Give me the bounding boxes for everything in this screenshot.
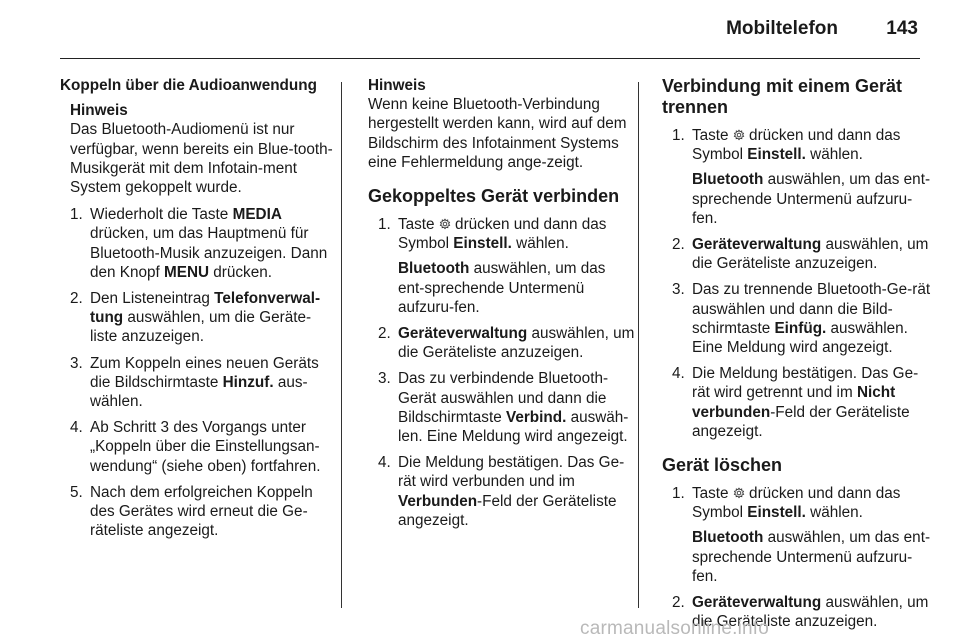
watermark: carmanualsonline.info [580, 618, 770, 639]
header-rule [60, 58, 920, 59]
column-divider [341, 82, 342, 608]
step-list [368, 215, 636, 530]
gear-icon [439, 218, 451, 230]
list-item: 1. Taste drücken und dann das Symbol Einstell. wählen. Bluetooth auswählen, um das ent-sprechende Untermenü aufzuru-fen. [672, 485, 931, 585]
list-item: 2. Geräteverwaltung auswählen, um die Geräteliste anzuzeigen. [672, 594, 929, 631]
page-title: Mobiltelefon [726, 18, 838, 39]
step-list [70, 205, 336, 540]
gear-icon [733, 487, 745, 499]
list-item: 3. Das zu trennende Bluetooth-Ge-rät auswählen und dann die Bild-schirmtaste Einfüg. auswählen. Eine Meldung wird angezeigt. [672, 281, 931, 357]
note-text: Das Bluetooth-Audiomenü ist nur verfügbar, wenn bereits ein Blue-tooth-Musikgerät mit dem Infotain-ment System gekoppelt wurde. [70, 121, 333, 197]
list-item: 2. Geräteverwaltung auswählen, um die Geräteliste anzuzeigen. [672, 236, 929, 273]
list-item: 5. Nach dem erfolgreichen Koppeln des Gerätes wird erneut die Ge-räteliste angezeigt. [70, 483, 313, 540]
list-item: 1. Wiederholt die Taste MEDIA drücken, um das Hauptmenü für Bluetooth-Musik anzuzeigen. Dann den Knopf MENU drücken. [70, 206, 328, 281]
section-title: Koppeln über die Audioanwendung [60, 77, 317, 94]
section-heading: Gekoppeltes Gerät verbinden [368, 186, 620, 207]
list-item: 1. Taste drücken und dann das Symbol Einstell. wählen. Bluetooth auswählen, um das ent-sprechende Untermenü aufzuru-fen. [672, 127, 931, 227]
list-item: 3. Zum Koppeln eines neuen Geräts die Bildschirmtaste Hinzuf. aus-wählen. [70, 354, 319, 411]
list-item: 4. Die Meldung bestätigen. Das Ge-rät wird getrennt und im Nicht verbunden-Feld der Geräteliste angezeigt. [672, 365, 919, 440]
page-number: 143 [886, 18, 918, 39]
page-header [0, 0, 960, 62]
list-item: 1. Taste drücken und dann das Symbol Einstell. wählen. Bluetooth auswählen, um das ent-sprechende Untermenü aufzuru-fen. [378, 216, 607, 316]
note-text: Wenn keine Bluetooth-Verbindung hergestellt werden kann, wird auf dem Bildschirm des Infotainment Systems eine Fehlermeldung ange-zeigt. [368, 96, 627, 171]
column-2 [360, 76, 636, 537]
section-heading: Verbindung mit einem Gerät trennen [662, 76, 903, 117]
gear-icon [733, 129, 745, 141]
list-item: 4. Ab Schritt 3 des Vorgangs unter „Koppeln über die Einstellungsan-wendung“ (siehe oben) fortfahren. [70, 419, 321, 475]
column-divider [638, 82, 639, 608]
note-block [60, 101, 336, 540]
list-item: 2. Den Listeneintrag Telefonverwal-tung auswählen, um die Geräte-liste anzuzeigen. [70, 290, 321, 346]
step-list [662, 484, 932, 631]
column-3 [654, 76, 932, 638]
list-item: 3. Das zu verbindende Bluetooth-Gerät auswählen und dann die Bildschirmtaste Verbind. auswäh-len. Eine Meldung wird angezeigt. [378, 370, 629, 446]
column-1 [60, 76, 336, 547]
step-list [662, 126, 932, 441]
list-item: 4. Die Meldung bestätigen. Das Ge-rät wird verbunden und im Verbunden-Feld der Geräteliste angezeigt. [378, 454, 625, 529]
note-title: Hinweis [70, 102, 128, 120]
section-heading: Gerät löschen [662, 455, 783, 476]
list-item: 2. Geräteverwaltung auswählen, um die Geräteliste anzuzeigen. [378, 325, 635, 362]
note-title: Hinweis [368, 77, 426, 94]
